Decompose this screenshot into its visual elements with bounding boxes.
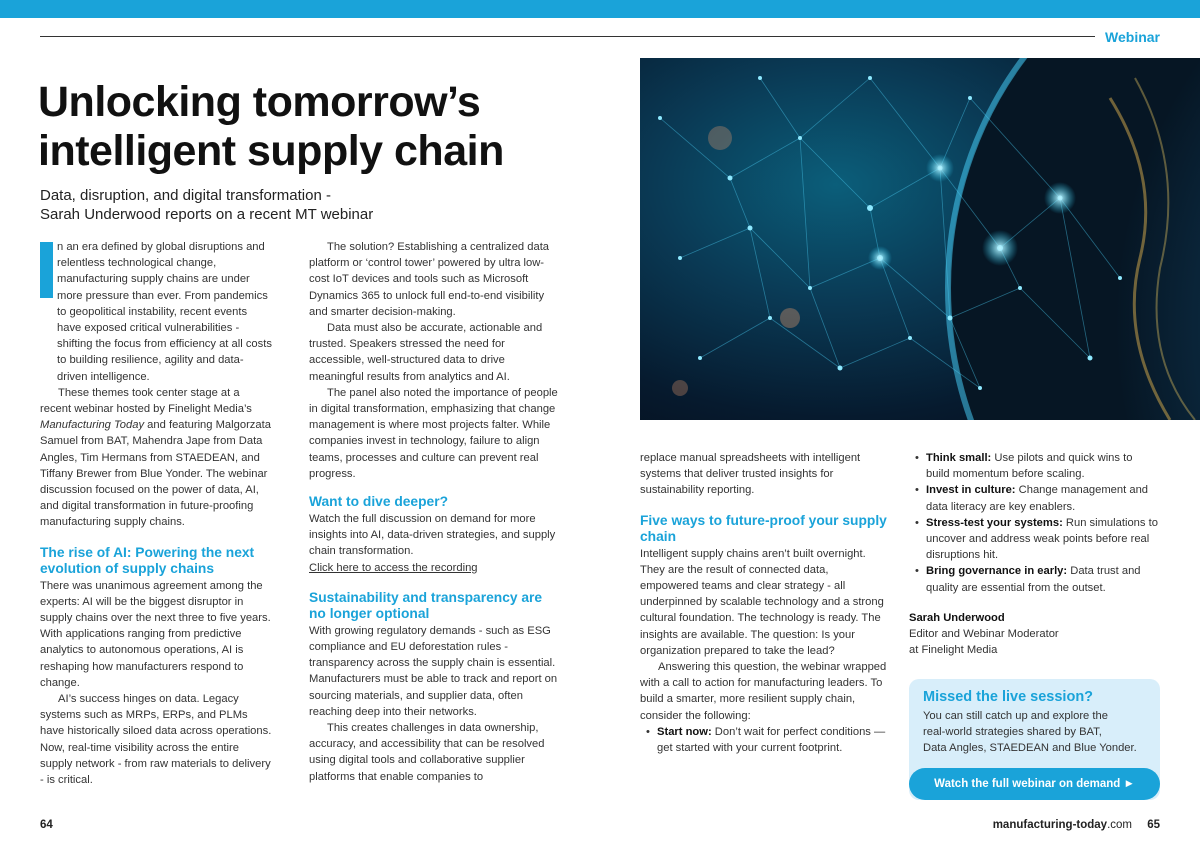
cta-text: You can still catch up and explore the real-world strategies shared by BAT, Data Angles, STAEDEAN and Blue Yonder.	[923, 710, 1137, 755]
tips-list	[909, 450, 1159, 596]
paragraph: With growing regulatory demands - such as ESG compliance and EU deforestation rules - transparency across the supply chain is essential. Manufacturers must be able to track and report on sourcing materials, and supplier data, often reaching deep into their networks.	[309, 624, 558, 718]
top-color-band	[0, 0, 1200, 18]
list-item: • Bring governance in early: Data trust and quality are essential from the outset.	[909, 563, 1159, 595]
standfirst-line-1: Data, disruption, and digital transformation -	[40, 187, 331, 204]
list-item: • Start now: Don’t wait for perfect conditions — get started with your current footprint.	[640, 724, 888, 756]
tips-list	[640, 724, 888, 756]
article-column-1	[40, 239, 272, 788]
article-column-2	[309, 239, 559, 785]
header-rule	[40, 36, 1095, 37]
subheading-five-ways: Five ways to future-proof your supply chain	[640, 512, 887, 544]
cta-title: Missed the live session?	[923, 689, 1094, 705]
standfirst-line-2: Sarah Underwood reports on a recent MT webinar	[40, 206, 374, 223]
hero-image-network-globe	[640, 58, 1200, 420]
subheading-rise-of-ai: The rise of AI: Powering the next evolution of supply chains	[40, 544, 255, 576]
publication-name: Manufacturing Today	[40, 419, 145, 432]
paragraph: The solution? Establishing a centralized data platform or ‘control tower’ powered by ultra low-cost IoT devices and tools such as Microsoft Dynamics 365 to unlock full end-to-end visibility and smarter decision-making.	[309, 241, 550, 318]
paragraph: The panel also noted the importance of people in digital transformation, emphasizing that change management is where most projects falter. While companies invest in technology, failure to align teams, processes and culture can prevent real progress.	[309, 386, 558, 480]
page-title	[38, 78, 618, 176]
cta-box	[909, 679, 1160, 800]
intro-text: n an era defined by global disruptions and relentless technological change, manufacturing supply chains are under more pressure than ever. From pandemics to geopolitical instability, recent events have exposed critical vulnerabilities - shifting the focus from efficiency at all costs to building resilience, agility and data-driven intelligence.	[57, 241, 272, 383]
dropcap-bar	[40, 242, 53, 298]
subheading-dive-deeper: Want to dive deeper?	[309, 494, 449, 510]
list-item: • Think small: Use pilots and quick wins to build momentum before scaling.	[909, 450, 1159, 482]
site-url[interactable]: manufacturing-today.com	[992, 819, 1132, 831]
paragraph: Answering this question, the webinar wrapped with a call to action for manufacturing leaders. To build a smarter, more resilient supply chain, consider the following:	[640, 661, 887, 722]
paragraph: These themes took center stage at a recent webinar hosted by Finelight Media’s Manufacturing Today and featuring Malgorzata Samuel from BAT, Mahendra Jape from Data Angles, Tim Hermans from STAEDEAN, and Tiffany Brewer from Blue Yonder. The webinar discussion focused on the power of data, AI, and digital transformation in future-proofing manufacturing supply chains.	[40, 386, 271, 529]
standfirst	[40, 186, 600, 224]
paragraph: There was unanimous agreement among the experts: AI will be the biggest disruptor in supply chains over the next three to five years. With applications ranging from predictive analytics to autonomous operations, AI is reshaping how manufacturers respond to change.	[40, 579, 271, 689]
author-company: at Finelight Media	[909, 644, 998, 657]
watch-webinar-button[interactable]: Watch the full webinar on demand ►	[909, 768, 1160, 800]
title-line-1: Unlocking tomorrow’s	[38, 78, 481, 126]
author-role: Editor and Webinar Moderator	[909, 628, 1059, 641]
author-name: Sarah Underwood	[909, 611, 1005, 624]
paragraph: Data must also be accurate, actionable and trusted. Speakers stressed the need for accessible, well-structured data to drive meaningful results from analytics and AI.	[309, 322, 543, 383]
list-item: • Invest in culture: Change management and data literacy are key enablers.	[909, 482, 1159, 514]
paragraph: This creates challenges in data ownership, accuracy, and accessibility that can be resolved using digital tools and collaborative supplier platforms that enable companies to	[309, 722, 545, 783]
paragraph: Watch the full discussion on demand for more insights into AI, data-driven strategies, and supply chain transformation.	[309, 513, 556, 558]
network-illustration	[640, 58, 1200, 420]
list-item: • Stress-test your systems: Run simulations to uncover and address weak points before real disruptions hit.	[909, 515, 1159, 564]
author-signature	[909, 610, 1159, 659]
intro-paragraph	[40, 239, 272, 385]
paragraph: replace manual spreadsheets with intelligent systems that deliver trusted insights for sustainability reporting.	[640, 452, 861, 497]
paragraph: Intelligent supply chains aren’t built overnight. They are the result of connected data, empowered teams and clear strategy - all underpinned by scalable technology and a strong cultural foundation. The technology is ready. The insights are available. The question: Is your organization prepared to take the lead?	[640, 547, 884, 657]
subheading-sustainability: Sustainability and transparency are no longer optional	[309, 589, 543, 621]
article-column-3	[640, 450, 888, 756]
section-tag: Webinar	[1105, 29, 1160, 45]
page-number-right: 65	[1147, 819, 1160, 831]
page-number-left: 64	[40, 819, 53, 831]
title-line-2: intelligent supply chain	[38, 127, 504, 175]
article-column-4	[909, 450, 1159, 658]
recording-link[interactable]: Click here to access the recording	[309, 561, 478, 574]
paragraph: AI’s success hinges on data. Legacy systems such as MRPs, ERPs, and PLMs have historically siloed data across operations. Now, real-time visibility across the entire supply network - from raw materials to delivery - is critical.	[40, 693, 272, 787]
